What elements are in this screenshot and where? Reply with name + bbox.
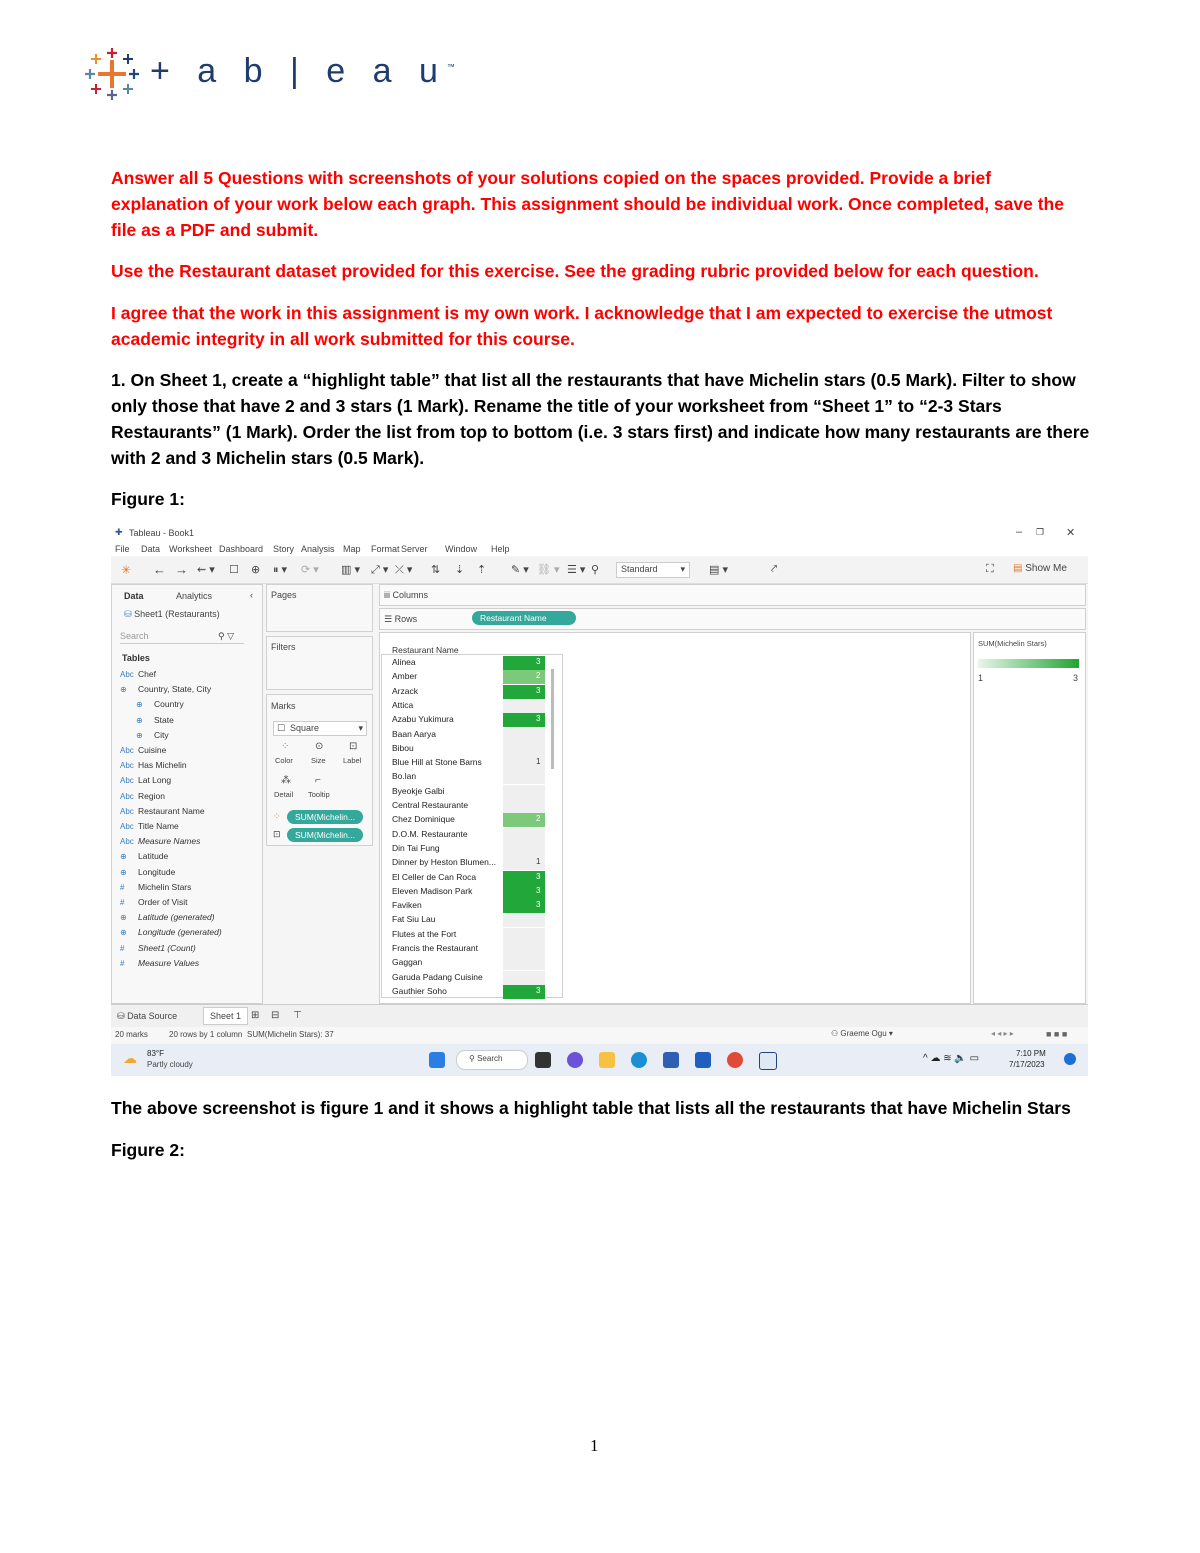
restaurant-name: Baan Aarya (392, 728, 436, 739)
menu-item-dashboard[interactable]: Dashboard (219, 544, 264, 554)
pages-label: Pages (271, 590, 297, 600)
star-value: 1 (536, 857, 541, 867)
field-name: Latitude (138, 851, 169, 862)
field-type-icon: ⊕ (120, 867, 127, 877)
restaurant-name: Blue Hill at Stone Barns (392, 757, 482, 768)
sheet-tab-bar (111, 1004, 1088, 1027)
field-name: Restaurant Name (138, 805, 205, 816)
field-type-icon: ⊕ (120, 928, 127, 938)
field-type-icon: # (120, 943, 125, 953)
field-search-input[interactable]: Search ⚲ ▽ (120, 631, 244, 644)
restaurant-name: Arzack (392, 685, 418, 696)
menu-item-window[interactable]: Window (445, 544, 478, 554)
highlight-cell (503, 742, 545, 756)
chevron-down-icon: ▾ (680, 564, 685, 574)
notification-icon[interactable] (1064, 1053, 1076, 1065)
field-item[interactable] (120, 882, 191, 892)
close-icon[interactable]: ✕ (1066, 527, 1076, 539)
instruction-answer-all: Answer all 5 Questions with screenshots of your solutions copied on the spaces provided. Provide a brief explanation of your work below each graph. This assignment should be individual work. Once completed, save the file as a PDF and submit. (111, 168, 1064, 240)
restaurant-name: Garuda Padang Cuisine (392, 971, 483, 982)
field-item[interactable] (136, 715, 174, 725)
system-tray-icons[interactable]: ^ ☁ ≋ 🔈 ▭ (923, 1053, 980, 1064)
field-type-icon: ⊕ (136, 730, 143, 740)
restaurant-name: Faviken (392, 900, 422, 911)
database-icon: ⛁ (117, 1011, 125, 1021)
restaurant-name: Attica (392, 699, 414, 710)
field-name: Longitude (138, 866, 176, 877)
show-cards-icon[interactable]: ▤ ▾ (709, 564, 728, 576)
field-name: Country (154, 699, 184, 710)
square-icon: ☐ (277, 723, 286, 733)
color-legend-ramp[interactable] (978, 659, 1079, 668)
field-type-icon: Abc (120, 670, 134, 679)
menu-item-file[interactable]: File (115, 544, 130, 554)
pin-icon[interactable]: ⚲ (591, 564, 600, 576)
tableau-app-icon: ✚ (115, 527, 123, 537)
restaurant-name: D.O.M. Restaurante (392, 828, 468, 839)
legend-max: 3 (1073, 673, 1079, 683)
size-button[interactable]: ⊙ Size (311, 741, 326, 765)
highlight-cell (503, 928, 545, 942)
weather-icon: ☁ (123, 1050, 137, 1066)
star-value: 3 (536, 871, 541, 881)
restaurant-name: Din Tai Fung (392, 842, 440, 853)
star-value: 3 (536, 714, 541, 724)
data-pane (111, 584, 263, 1004)
restaurant-name-pill[interactable]: Restaurant Name (472, 611, 576, 625)
field-type-icon: # (120, 958, 125, 968)
show-me-icon: ▤ (1013, 563, 1023, 574)
field-item[interactable] (120, 958, 199, 968)
field-item[interactable] (120, 897, 187, 907)
field-name: Measure Values (138, 957, 200, 968)
menu-bar (111, 542, 1088, 556)
field-type-icon: ⊕ (136, 700, 143, 710)
integrity-statement: I agree that the work in this assignment is my own work. I acknowledge that I am expected to exercise the utmost academic integrity in all work submitted for this course. (111, 303, 1053, 349)
duplicate-icon[interactable]: ⤢ ▾ (371, 564, 389, 576)
field-name: Lat Long (138, 775, 172, 786)
star-value: 3 (536, 685, 541, 695)
field-item[interactable] (120, 867, 175, 877)
field-name: Order of Visit (138, 897, 188, 907)
data-tab[interactable]: Data (124, 591, 144, 601)
color-pill[interactable]: SUM(Michelin... (287, 810, 363, 824)
swap-icon[interactable]: ⇅ (431, 564, 441, 576)
windows-taskbar (111, 1044, 1088, 1076)
question-1: 1. On Sheet 1, create a “highlight table” that list all the restaurants that have Michelin stars (0.5 Mark). Filter to show only those that have 2 and 3 stars (1 Mark). Rename the title of your worksheet from “Sheet 1” to “2-3 Stars Restaurants” (1 Mark). Order the list from top to bottom (i.e. 3 stars first) and indicate how many restaurants are there with 2 and 3 Michelin stars (0.5 Mark). (111, 370, 1090, 468)
field-item[interactable] (120, 775, 171, 785)
restaurant-name: Chez Dominique (392, 814, 455, 825)
restaurant-name: Fat Siu Lau (392, 914, 436, 925)
view-toggle-icon[interactable]: ■ ■ ■ (1046, 1029, 1068, 1039)
restaurant-name: Eleven Madison Park (392, 885, 473, 896)
field-type-icon: # (120, 898, 125, 907)
field-item[interactable] (120, 836, 200, 846)
sort-asc-icon[interactable]: ⇣ (455, 564, 465, 576)
toolbar (111, 557, 1088, 584)
windows-start-icon[interactable] (429, 1052, 445, 1068)
status-marks: 20 marks (115, 1030, 148, 1039)
field-name: Longitude (generated) (138, 927, 222, 938)
search-icon: ⚲ ▽ (217, 631, 234, 641)
status-sum: SUM(Michelin Stars): 37 (247, 1030, 334, 1039)
page-nav-icon[interactable]: ◂ ◂ ▸ ▸ (991, 1029, 1014, 1038)
weather-temp: 83°F (147, 1049, 164, 1058)
field-type-icon: Abc (120, 761, 134, 771)
field-type-icon: Abc (120, 822, 134, 831)
field-item[interactable] (120, 806, 205, 816)
color-button[interactable]: ⁘ Color (275, 741, 293, 765)
user-icon: ⚇ (831, 1029, 839, 1038)
field-type-icon: ⊕ (120, 685, 127, 695)
star-value: 1 (536, 757, 541, 767)
color-mark-icon: ⁘ (273, 811, 281, 821)
labels-icon[interactable]: ☰ ▾ (567, 564, 586, 576)
group-icon[interactable]: ⛓ ▾ (537, 564, 560, 576)
word-icon[interactable] (695, 1052, 711, 1068)
marks-label: Marks (271, 701, 296, 711)
restaurant-name: Dinner by Heston Blumen... (392, 857, 496, 868)
field-item[interactable] (136, 699, 184, 709)
clear-sheet-icon[interactable]: ⤫ ▾ (395, 564, 413, 576)
size-icon: ⊙ (315, 741, 324, 752)
table-scrollbar[interactable] (551, 669, 554, 769)
restaurant-name: Francis the Restaurant (392, 943, 478, 953)
star-value: 2 (536, 671, 541, 681)
field-name: Latitude (generated) (138, 912, 215, 923)
sort-desc-icon[interactable]: ⇡ (477, 564, 487, 576)
marks-card (266, 694, 373, 846)
new-worksheet-icon[interactable]: ▥ ▾ (341, 564, 360, 576)
field-name: Region (138, 790, 165, 801)
field-name: Country, State, City (138, 684, 212, 695)
status-bar (111, 1027, 1088, 1043)
field-item[interactable] (120, 791, 165, 801)
tooltip-icon: ⌐ (315, 775, 321, 786)
show-me-button[interactable]: ▤ Show Me (1013, 563, 1067, 574)
field-name: Title Name (138, 821, 179, 831)
edge-icon[interactable] (631, 1052, 647, 1068)
label-pill[interactable]: SUM(Michelin... (287, 828, 363, 842)
field-type-icon: Abc (120, 746, 134, 755)
highlight-cell (503, 785, 545, 799)
field-item[interactable] (120, 669, 156, 679)
undo-icon[interactable]: ⇜ ▾ (197, 564, 215, 576)
highlight-cell (503, 956, 545, 970)
field-type-icon: Abc (120, 791, 134, 801)
store-icon[interactable] (663, 1052, 679, 1068)
field-name: Has Michelin (138, 760, 187, 771)
menu-item-server[interactable]: Server (401, 544, 428, 554)
restaurant-name: El Celler de Can Roca (392, 871, 477, 882)
data-source-tab[interactable]: ⛁ Data Source (117, 1011, 178, 1021)
star-value: 3 (536, 657, 541, 666)
columns-label: iii Columns (384, 590, 429, 600)
collapse-icon[interactable]: ‹ (250, 590, 253, 600)
highlight-cell (503, 699, 545, 713)
menu-item-worksheet[interactable]: Worksheet (169, 544, 212, 554)
field-type-icon: # (120, 882, 125, 892)
menu-item-format[interactable]: Format (371, 544, 400, 554)
menu-item-map[interactable]: Map (343, 544, 361, 554)
pages-shelf[interactable] (266, 584, 373, 632)
label-icon: ⊡ (349, 741, 358, 752)
file-explorer-icon[interactable] (599, 1052, 615, 1068)
field-item[interactable] (120, 684, 211, 694)
user-menu[interactable]: ⚇ Graeme Ogu ▾ (831, 1029, 893, 1038)
datasource-item[interactable]: ⛁ Sheet1 (Restaurants) (124, 609, 220, 619)
field-item[interactable] (120, 927, 222, 937)
legend-pane (973, 632, 1086, 1004)
menu-item-help[interactable]: Help (491, 544, 510, 554)
restaurant-name: Bo.lan (392, 771, 417, 782)
field-type-icon: ⊕ (120, 852, 127, 862)
database-icon: ⛁ (124, 609, 132, 619)
columns-icon: iii (384, 590, 390, 600)
save-icon[interactable]: ☐ (229, 564, 239, 576)
minimize-icon[interactable]: – (1016, 526, 1023, 538)
analytics-tab[interactable]: Analytics (176, 591, 213, 601)
chrome-icon[interactable] (727, 1052, 743, 1068)
restaurant-name: Amber (392, 671, 418, 682)
field-item[interactable] (136, 730, 169, 740)
presentation-icon[interactable]: ⛶ (986, 563, 994, 575)
highlight-cell (503, 770, 545, 784)
highlight-cell (503, 913, 545, 927)
highlight-icon[interactable]: ✎ ▾ (511, 564, 529, 576)
highlight-cell (503, 942, 545, 956)
rows-icon: ☰ (384, 614, 393, 624)
fit-select[interactable]: Standard ▾ (616, 562, 690, 578)
restaurant-name: Azabu Yukimura (392, 714, 454, 725)
restaurant-name: Alinea (392, 657, 416, 667)
share-icon[interactable]: ⤤ (771, 563, 778, 575)
restaurant-name: Flutes at the Fort (392, 928, 457, 939)
filters-label: Filters (271, 642, 296, 652)
legend-min: 1 (978, 673, 984, 683)
field-name: Measure Names (138, 836, 201, 847)
columns-shelf[interactable] (379, 584, 1086, 606)
star-value: 3 (536, 885, 541, 895)
clock-time: 7:10 PM (1016, 1049, 1046, 1058)
new-dashboard-tab-icon[interactable]: ⊟ (271, 1010, 280, 1021)
restaurant-name: Gauthier Soho (392, 985, 447, 996)
new-story-tab-icon[interactable]: ⊤ (293, 1010, 302, 1021)
status-rows: 20 rows by 1 column (169, 1030, 243, 1039)
detail-button[interactable]: ⁂ Detail (274, 775, 294, 799)
star-value: 3 (536, 900, 541, 910)
highlight-cell (503, 799, 545, 813)
refresh-icon[interactable]: ⟳ ▾ (301, 564, 319, 576)
menu-item-data[interactable]: Data (141, 544, 161, 554)
field-item[interactable] (120, 851, 168, 861)
mark-type-select[interactable]: ☐ Square ▾ (273, 721, 367, 736)
highlight-cell (503, 728, 545, 742)
maximize-icon[interactable]: ❐ (1036, 527, 1045, 537)
field-name: Cuisine (138, 745, 167, 755)
highlight-cell (503, 971, 545, 985)
detail-icon: ⁂ (281, 775, 291, 786)
star-value: 2 (536, 814, 541, 824)
clock-date: 7/17/2023 (1009, 1060, 1045, 1069)
field-type-icon: Abc (120, 776, 134, 786)
field-type-icon: ⊕ (136, 715, 143, 725)
figure2-label: Figure 2: (111, 1140, 185, 1160)
weather-desc: Partly cloudy (147, 1060, 193, 1069)
restaurant-name: Central Restaurante (392, 800, 469, 810)
instruction-dataset: Use the Restaurant dataset provided for this exercise. See the grading rubric provided below for each question. (111, 261, 1039, 281)
rows-shelf[interactable] (379, 608, 1086, 630)
color-icon: ⁘ (281, 741, 290, 752)
restaurant-name: Bibou (392, 742, 414, 753)
field-item[interactable] (120, 912, 215, 922)
taskbar-search[interactable]: ⚲ Search (456, 1050, 528, 1070)
tooltip-button[interactable]: ⌐ Tooltip (308, 775, 330, 799)
field-item[interactable] (120, 943, 196, 953)
menu-item-analysis[interactable]: Analysis (301, 544, 335, 554)
teams-icon[interactable] (567, 1052, 583, 1068)
tableau-taskbar-icon[interactable] (759, 1052, 777, 1070)
field-type-icon: ⊕ (120, 913, 127, 923)
rows-label: ☰ Rows (384, 614, 418, 624)
label-button[interactable]: ⊡ Label (343, 741, 362, 765)
tableau-home-icon[interactable]: ✳ (121, 563, 132, 577)
page-number: 1 (590, 1436, 599, 1455)
new-worksheet-tab-icon[interactable]: ⊞ (251, 1010, 260, 1021)
legend-title: SUM(Michelin Stars) (978, 639, 1047, 648)
window-titlebar (111, 524, 1088, 542)
figure1-caption: The above screenshot is figure 1 and it shows a highlight table that lists all the restaurants that have Michelin Stars (111, 1098, 1071, 1118)
field-name: Chef (138, 669, 156, 679)
restaurant-name: Byeokje Galbi (392, 785, 445, 796)
new-datasource-icon[interactable]: ⊕ (251, 564, 261, 576)
field-name: City (154, 729, 169, 740)
filters-shelf[interactable] (266, 636, 373, 690)
sheet1-tab[interactable]: Sheet 1 (203, 1007, 248, 1025)
figure1-label: Figure 1: (111, 489, 185, 509)
forward-icon[interactable]: → (175, 562, 188, 577)
field-name: State (154, 714, 174, 725)
tableau-wordmark: + a b | e a u™ (150, 52, 455, 90)
table-header: Restaurant Name (392, 645, 459, 655)
back-icon[interactable]: ← (153, 562, 166, 577)
menu-item-story[interactable]: Story (273, 544, 295, 554)
highlight-cell (503, 842, 545, 856)
search-icon: ⚲ (469, 1054, 475, 1063)
field-item[interactable] (120, 821, 179, 831)
field-type-icon: Abc (120, 806, 134, 816)
pause-icon[interactable]: ⏸ ▾ (273, 564, 288, 576)
window-title: Tableau - Book1 (129, 528, 195, 538)
field-item[interactable] (120, 745, 166, 755)
field-name: Sheet1 (Count) (138, 942, 196, 953)
star-value: 3 (536, 985, 541, 995)
chevron-down-icon: ▾ (358, 723, 363, 733)
label-mark-icon: ⊡ (273, 829, 281, 839)
field-type-icon: Abc (120, 837, 134, 847)
task-view-icon[interactable] (535, 1052, 551, 1068)
tableau-screenshot (111, 524, 1088, 1076)
tables-label: Tables (122, 653, 150, 663)
field-name: Michelin Stars (138, 881, 192, 892)
field-item[interactable] (120, 760, 187, 770)
restaurant-name: Gaggan (392, 957, 423, 968)
highlight-cell (503, 828, 545, 842)
